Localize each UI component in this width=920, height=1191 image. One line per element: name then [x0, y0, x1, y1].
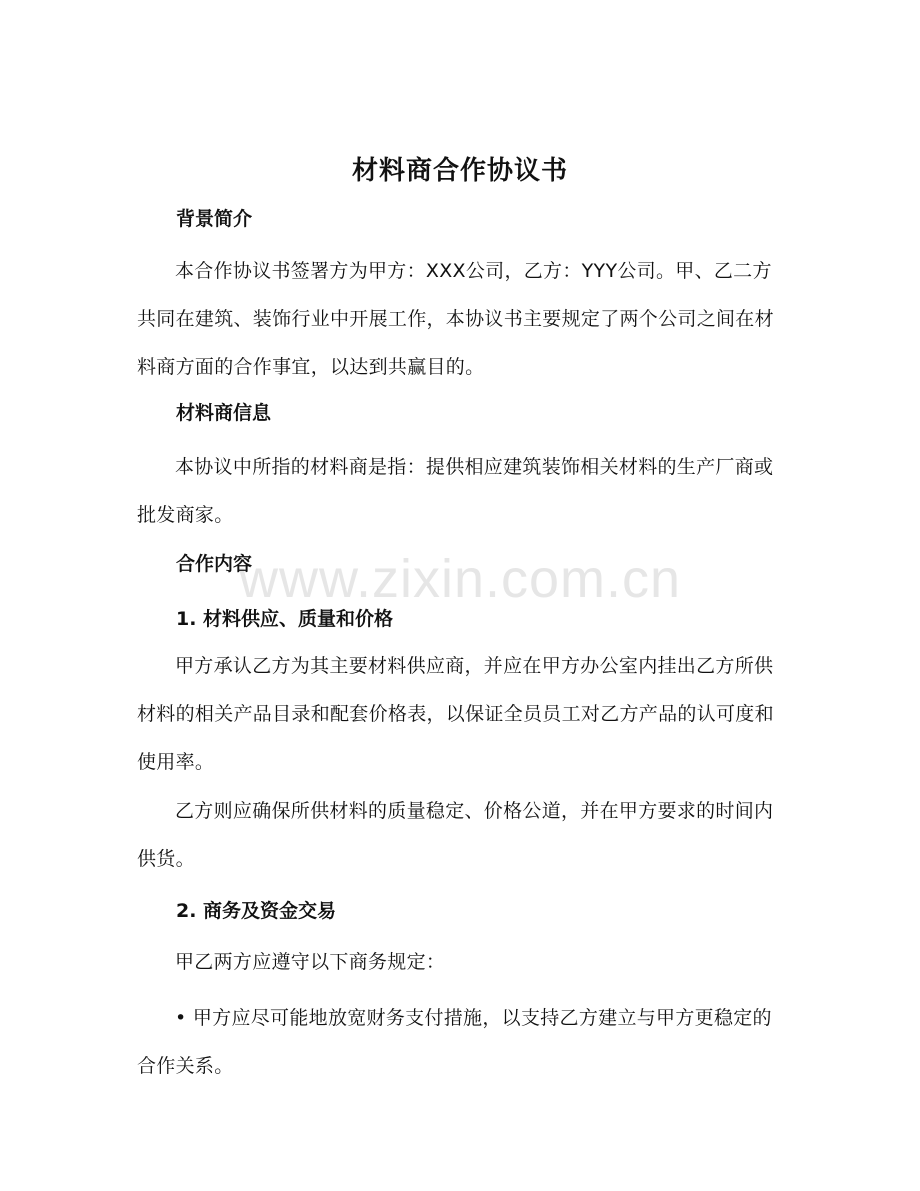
document-title: 材料商合作协议书	[351, 156, 568, 186]
supply-paragraph-2: 乙方则应确保所供材料的质量稳定、价格公道，并在甲方要求的时间内供货。	[137, 800, 774, 870]
section-heading-background: 背景简介	[176, 208, 253, 230]
background-paragraph: 本合作协议书签署方为甲方：XXX公司，乙方：YYY公司。甲、乙二方共同在建筑、装饰行业中开展工作，本协议书主要规定了两个公司之间在材料商方面的合作事宜，以达到共赢目的。	[137, 260, 774, 378]
subsection-heading-supply: 1. 材料供应、质量和价格	[176, 608, 394, 630]
business-paragraph: 甲乙两方应遵守以下商务规定：	[175, 951, 446, 973]
supply-paragraph-1: 甲方承认乙方为其主要材料供应商，并应在甲方办公室内挂出乙方所供材料的相关产品目录和配套价格表，以保证全员员工对乙方产品的认可度和使用率。	[137, 655, 774, 773]
section-heading-cooperation: 合作内容	[176, 553, 253, 575]
watermark: www.zixin.com.cn	[238, 549, 682, 609]
supplier-info-paragraph: 本协议中所指的材料商是指：提供相应建筑装饰相关材料的生产厂商或批发商家。	[137, 456, 774, 526]
section-heading-supplier-info: 材料商信息	[176, 402, 272, 424]
business-bullet-1: • 甲方应尽可能地放宽财务支付措施，以支持乙方建立与甲方更稳定的合作关系。	[137, 1007, 772, 1077]
subsection-heading-business: 2. 商务及资金交易	[176, 900, 337, 922]
